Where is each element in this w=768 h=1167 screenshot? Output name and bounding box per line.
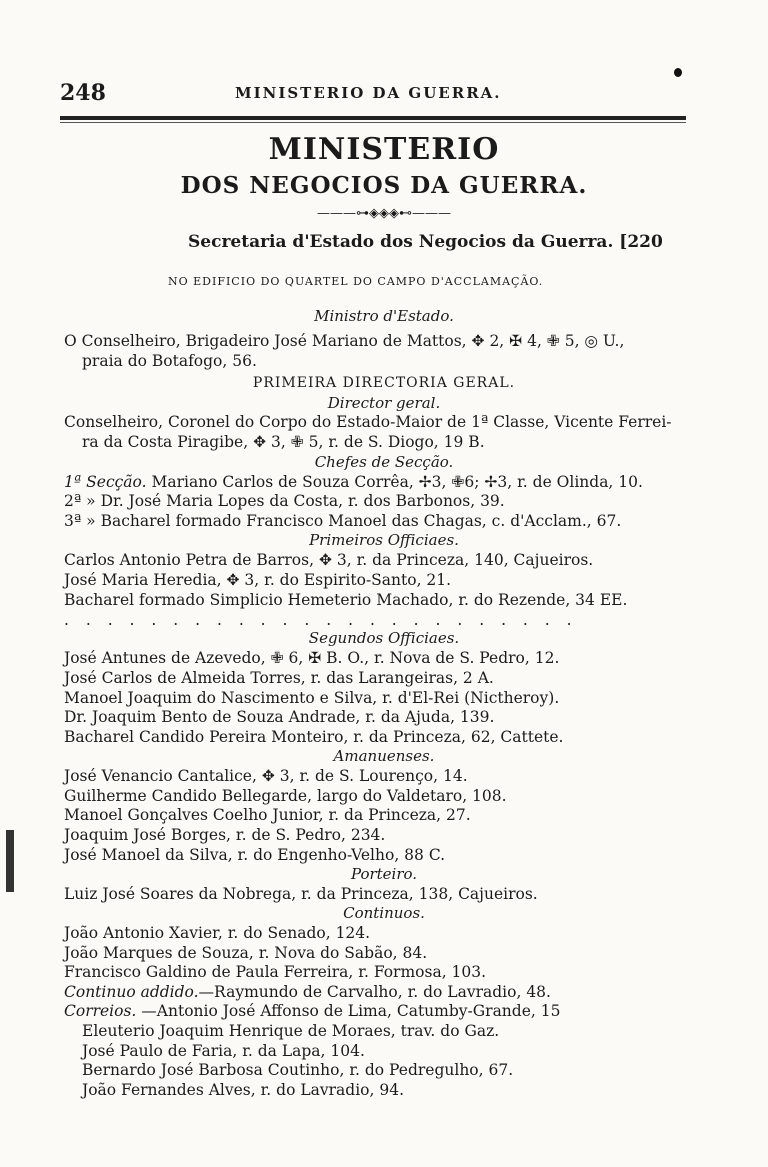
- line-text: Eleuterio Joaquim Henrique de Moraes, trav. do Gaz.: [82, 1022, 500, 1040]
- directory-line: [82, 351, 257, 371]
- directory-line: [64, 648, 559, 668]
- line-text: Guilherme Candido Bellegarde, largo do Valdetaro, 108.: [64, 787, 507, 805]
- line-text: PRIMEIRA DIRECTORIA GERAL.: [252, 375, 516, 391]
- line-text: Francisco Galdino de Paula Ferreira, r. Formosa, 103.: [64, 963, 487, 981]
- line-text: Amanuenses.: [333, 747, 435, 765]
- line-text: Bernardo José Barbosa Coutinho, r. do Pedregulho, 67.: [82, 1061, 514, 1079]
- line-text: Manoel Gonçalves Coelho Junior, r. da Princeza, 27.: [64, 806, 471, 824]
- directory-line: [64, 570, 451, 590]
- line-text: Dr. Joaquim Bento de Souza Andrade, r. da Ajuda, 139.: [64, 708, 495, 726]
- line-text: José Manoel da Silva, r. do Engenho-Velho, 88 C.: [64, 846, 446, 864]
- line-lead-label: Correios.: [64, 1002, 137, 1020]
- directory-line: [64, 982, 551, 1002]
- directory-line: [64, 786, 507, 806]
- line-text: Primeiros Officiaes.: [309, 531, 459, 549]
- line-text: Mariano Carlos de Souza Corrêa, ✢3, ✙6; ✢3, r. de Olinda, 10.: [146, 473, 643, 491]
- directory-line: [64, 511, 621, 531]
- line-text: Ministro d'Estado.: [314, 307, 454, 325]
- line-text: O Conselheiro, Brigadeiro José Mariano de Mattos, ✥ 2, ✠ 4, ✙ 5, ◎ U.,: [64, 332, 625, 350]
- directory-line: [82, 1041, 365, 1061]
- role-heading: [0, 306, 768, 326]
- line-text: José Maria Heredia, ✥ 3, r. do Espirito-Santo, 21.: [64, 571, 452, 589]
- line-text: Segundos Officiaes.: [308, 629, 460, 647]
- directory-line: [64, 688, 559, 708]
- line-text: —Raymundo de Carvalho, r. do Lavradio, 48.: [198, 983, 551, 1001]
- directory-line: [64, 923, 370, 943]
- directory-line: [64, 766, 468, 786]
- role-heading: [0, 746, 768, 766]
- page-header: [60, 80, 690, 110]
- line-text: Manoel Joaquim do Nascimento e Silva, r. d'El-Rei (Nictheroy).: [64, 689, 560, 707]
- line-text: praia do Botafogo, 56.: [82, 352, 257, 370]
- line-text: —Antonio José Affonso de Lima, Catumby-Grande, 15: [136, 1002, 561, 1020]
- line-text: 3ª » Bacharel formado Francisco Manoel das Chagas, c. d'Acclam., 67.: [64, 512, 622, 530]
- line-text: Conselheiro, Coronel do Corpo do Estado-Maior de 1ª Classe, Vicente Ferrei-: [64, 413, 672, 431]
- directory-line: [64, 590, 627, 610]
- line-text: José Paulo de Faria, r. da Lapa, 104.: [82, 1042, 365, 1060]
- directory-line: [64, 331, 624, 351]
- directory-line: [82, 432, 485, 452]
- directory-line: [82, 1080, 404, 1100]
- directory-line: [64, 1001, 560, 1021]
- line-text: Chefes de Secção.: [314, 453, 454, 471]
- line-text: José Antunes de Azevedo, ✙ 6, ✠ B. O., r. Nova de S. Pedro, 12.: [64, 649, 560, 667]
- line-text: Bacharel Candido Pereira Monteiro, r. da Princeza, 62, Cattete.: [64, 728, 564, 746]
- directory-line: [64, 412, 672, 432]
- directory-line: [82, 1060, 513, 1080]
- line-text: Carlos Antonio Petra de Barros, ✥ 3, r. da Princeza, 140, Cajueiros.: [64, 551, 594, 569]
- directory-line: [64, 668, 494, 688]
- line-text: 2ª » Dr. José Maria Lopes da Costa, r. dos Barbonos, 39.: [64, 492, 505, 510]
- line-lead-label: Continuo addido.: [64, 983, 199, 1001]
- line-text: José Venancio Cantalice, ✥ 3, r. de S. Lourenço, 14.: [64, 767, 468, 785]
- secretaria-heading: Secretaria d'Estado dos Negocios da Guerra. [220: [188, 232, 663, 252]
- line-text: José Carlos de Almeida Torres, r. das Larangeiras, 2 A.: [64, 669, 494, 687]
- role-heading: [0, 393, 768, 413]
- line-text: João Fernandes Alves, r. do Lavradio, 94.: [82, 1081, 405, 1099]
- directory-line: [64, 884, 538, 904]
- running-title: MINISTERIO DA GUERRA.: [235, 84, 502, 102]
- directory-line: [64, 550, 593, 570]
- role-heading: [0, 530, 768, 550]
- role-heading: [0, 903, 768, 923]
- line-text: João Marques de Souza, r. Nova do Sabão, 84.: [64, 944, 428, 962]
- directory-line: [64, 707, 494, 727]
- directory-line: [64, 491, 505, 511]
- ornament-divider: ———⊶◈◈◈⊷———: [317, 206, 451, 221]
- line-text: Luiz José Soares da Nobrega, r. da Princeza, 138, Cajueiros.: [64, 885, 538, 903]
- line-text: . . . . . . . . . . . . . . . . . . . . . . . .: [64, 611, 578, 629]
- line-text: ra da Costa Piragibe, ✥ 3, ✙ 5, r. de S. Diogo, 19 B.: [82, 433, 485, 451]
- line-text: Porteiro.: [350, 865, 418, 883]
- directory-line: [64, 805, 471, 825]
- building-address: NO EDIFICIO DO QUARTEL DO CAMPO D'ACCLAMAÇÃO.: [168, 275, 544, 288]
- directory-line: [64, 845, 445, 865]
- role-heading: [0, 864, 768, 884]
- line-text: Continuos.: [343, 904, 425, 922]
- page-number: 248: [60, 80, 106, 106]
- line-text: Joaquim José Borges, r. de S. Pedro, 234.: [64, 826, 386, 844]
- line-text: Director geral.: [327, 394, 441, 412]
- directory-line: [64, 610, 578, 630]
- ink-spot: [674, 68, 682, 77]
- directory-line: [64, 962, 486, 982]
- directory-line: [64, 825, 385, 845]
- role-heading: [0, 452, 768, 472]
- section-title: MINISTERIO: [268, 132, 500, 167]
- header-rule: [60, 116, 686, 120]
- role-heading: [0, 373, 768, 393]
- section-subtitle: DOS NEGOCIOS DA GUERRA.: [180, 172, 588, 199]
- directory-line: [64, 472, 643, 492]
- role-heading: [0, 628, 768, 648]
- directory-line: [64, 727, 564, 747]
- line-text: João Antonio Xavier, r. do Senado, 124.: [64, 924, 371, 942]
- header-rule-thin: [60, 122, 686, 123]
- line-text: Bacharel formado Simplicio Hemeterio Machado, r. do Rezende, 34 EE.: [64, 591, 628, 609]
- directory-line: [64, 943, 427, 963]
- line-lead-label: 1ª Secção.: [64, 473, 147, 491]
- directory-line: [82, 1021, 499, 1041]
